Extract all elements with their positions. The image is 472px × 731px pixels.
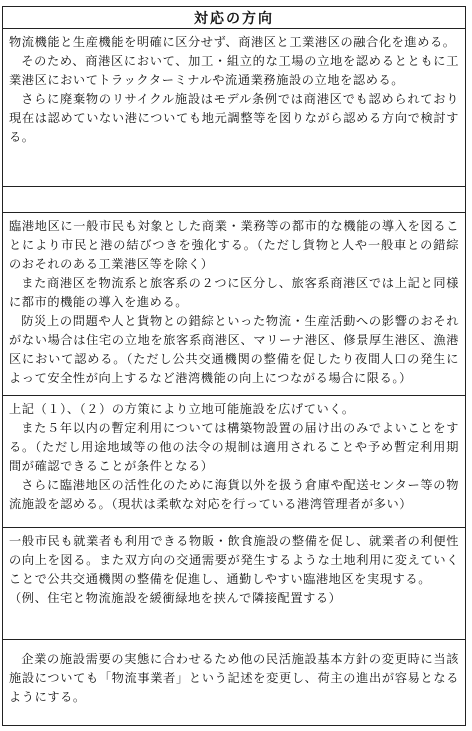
paragraph: 企業の施設需要の実態に合わせるため他の民活施設基本方針の変更時に当該施設についても「物流事業者」という記述を変更し、荷主の進出が容易となるようにする。 <box>9 652 459 704</box>
table-row <box>3 528 465 640</box>
table-header-title: 対応の方向 <box>194 10 274 27</box>
table-row <box>3 29 465 187</box>
blank-row <box>3 187 465 213</box>
table-row <box>3 640 465 724</box>
table-row <box>3 396 465 528</box>
paragraph: 一般市民も就業者も利用できる物販・飲食施設の整備を促し、就業者の利便性の向上を図る。また双方向の交通需要が発生するような土地利用に変えていくことで公共交通機関の整備を促進し、通勤しやすい臨港地区を実現する。 <box>9 534 459 586</box>
policy-table <box>2 6 466 726</box>
paragraph: （例、住宅と物流施設を緩衝緑地を挟んで隣接配置する） <box>9 591 342 605</box>
paragraph: 物流機能と生産機能を明確に区分せず、商港区と工業港区の融合化を進める。 <box>9 35 456 49</box>
paragraph: さらに廃棄物のリサイクル施設はモデル条例では商港区でも認められており現在は認めていない港についても地元調整等を図りながら認める方向で検討する。 <box>9 92 459 144</box>
table-row <box>3 213 465 396</box>
table-header <box>3 7 465 29</box>
paragraph: また商港区を物流系と旅客系の２つに区分し、旅客系商港区では上記と同様に都市的機能の導入を進める。 <box>9 276 459 309</box>
paragraph: 上記（１）、（２）の方策により立地可能施設を広げていく。 <box>9 402 355 416</box>
paragraph: 防災上の問題や人と貨物との錯綜といった物流・生産活動への影響のおそれがない場合は住宅の立地を旅客系商港区、マリーナ港区、修景厚生港区、漁港区において認める。（ただし公共交通機関の整備を促したり夜間人口の発生によって安全性が向上するなど港湾機能の向上につながる場合に限る。） <box>9 314 459 385</box>
paragraph: そのため、商港区において、加工・組立的な工場の立地を認めるとともに工業港区においてトラックターミナルや流通業務施設の立地を認める。 <box>9 54 459 87</box>
paragraph: また５年以内の暫定利用については構築物設置の届け出のみでよいことをする。（ただし用途地域等の他の法令の規制は適用されることや予め暫定利用期間が確認できることが条件となる） <box>9 421 459 473</box>
paragraph: 臨港地区に一般市民も対象とした商業・業務等の都市的な機能の導入を図ることにより市民と港の結びつきを強化する。（ただし貨物と人や一般車との錯綜のおそれのある工業港区等を除く） <box>9 219 459 271</box>
paragraph: さらに臨港地区の活性化のために海貨以外を扱う倉庫や配送センター等の物流施設を認める。（現状は柔軟な対応を行っている港湾管理者が多い） <box>9 478 459 511</box>
